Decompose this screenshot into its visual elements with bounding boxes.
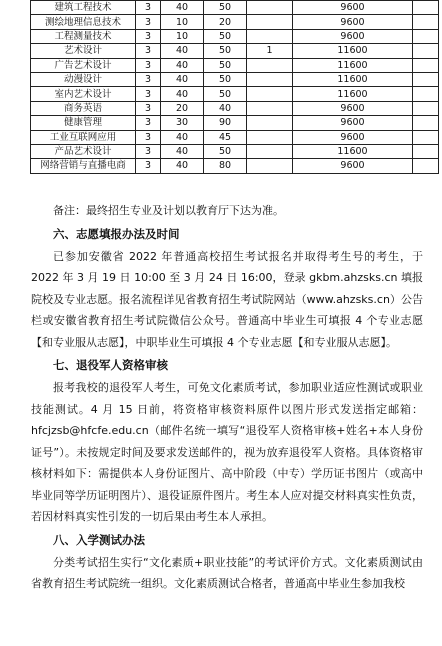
table-row xyxy=(31,29,439,43)
table-cell: 3 xyxy=(136,29,161,43)
table-cell: 40 xyxy=(161,130,204,144)
table-cell: 建筑工程技术 xyxy=(31,1,136,15)
table-row xyxy=(31,15,439,29)
table-cell xyxy=(247,159,293,173)
table-cell xyxy=(413,130,439,144)
section-8-title: 八、入学测试办法 xyxy=(53,532,145,547)
table-cell: 测绘地理信息技术 xyxy=(31,15,136,29)
table-cell xyxy=(413,1,439,15)
table-cell: 10 xyxy=(161,15,204,29)
table-cell: 45 xyxy=(204,130,247,144)
table-cell: 3 xyxy=(136,101,161,115)
table-row xyxy=(31,130,439,144)
table-cell: 3 xyxy=(136,44,161,58)
table-cell: 80 xyxy=(204,159,247,173)
table-cell: 产品艺术设计 xyxy=(31,144,136,158)
table-cell xyxy=(247,116,293,130)
table-cell: 9600 xyxy=(293,101,413,115)
table-cell: 50 xyxy=(204,58,247,72)
table-cell: 11600 xyxy=(293,72,413,86)
table-cell: 40 xyxy=(161,1,204,15)
table-cell: 40 xyxy=(161,144,204,158)
table-cell xyxy=(247,87,293,101)
table-cell: 网络营销与直播电商 xyxy=(31,159,136,173)
table-cell xyxy=(413,44,439,58)
table-cell: 工程测量技术 xyxy=(31,29,136,43)
table-cell xyxy=(413,15,439,29)
table-cell: 40 xyxy=(161,159,204,173)
table-cell: 3 xyxy=(136,58,161,72)
table-cell xyxy=(247,144,293,158)
table-cell xyxy=(413,72,439,86)
table-cell: 20 xyxy=(204,15,247,29)
table-cell xyxy=(413,116,439,130)
majors-table-body xyxy=(31,1,439,174)
table-cell xyxy=(413,29,439,43)
table-row xyxy=(31,116,439,130)
table-cell xyxy=(413,87,439,101)
table-cell: 11600 xyxy=(293,87,413,101)
table-cell: 10 xyxy=(161,29,204,43)
table-cell: 商务英语 xyxy=(31,101,136,115)
table-cell: 艺术设计 xyxy=(31,44,136,58)
table-row xyxy=(31,44,439,58)
table-note: 备注：最终招生专业及计划以教育厅下达为准。 xyxy=(53,204,284,217)
table-cell: 50 xyxy=(204,72,247,86)
table-cell: 9600 xyxy=(293,15,413,29)
table-cell: 室内艺术设计 xyxy=(31,87,136,101)
table-row xyxy=(31,58,439,72)
document-body xyxy=(31,200,423,595)
section-6-title: 六、志愿填报办法及时间 xyxy=(53,226,180,241)
table-cell xyxy=(247,15,293,29)
table-cell: 11600 xyxy=(293,44,413,58)
table-row xyxy=(31,159,439,173)
table-cell: 3 xyxy=(136,144,161,158)
table-row xyxy=(31,72,439,86)
section-6-paragraph: 已参加安徽省 2022 年普通高校招生考试报名并取得考生号的考生，于 2022 年 3 月 19 日 10:00 至 3 月 24 日 16:00，登录 gkbm.ahzsks.cn 填报院校及专业志愿。报名流程详见省教育招生考试院网站（www.ahzsks.cn）公告栏或安徽省教育招生考试院微信公众号。普通高中毕业生可填报 4 个专业志愿【和专业服从志愿】，中职毕业生可填报 4 个专业志愿【和专业服从志愿】。 xyxy=(31,249,423,349)
table-cell: 50 xyxy=(204,44,247,58)
table-cell: 3 xyxy=(136,159,161,173)
table-cell: 健康管理 xyxy=(31,116,136,130)
table-cell xyxy=(413,159,439,173)
table-row xyxy=(31,87,439,101)
table-row xyxy=(31,101,439,115)
majors-table xyxy=(30,0,439,174)
table-cell: 11600 xyxy=(293,144,413,158)
table-cell: 3 xyxy=(136,130,161,144)
table-cell: 1 xyxy=(247,44,293,58)
table-cell: 广告艺术设计 xyxy=(31,58,136,72)
table-cell: 50 xyxy=(204,87,247,101)
table-cell: 3 xyxy=(136,15,161,29)
table-cell xyxy=(247,29,293,43)
table-cell: 50 xyxy=(204,144,247,158)
table-cell: 40 xyxy=(161,87,204,101)
table-cell: 11600 xyxy=(293,58,413,72)
table-row xyxy=(31,144,439,158)
table-cell xyxy=(247,101,293,115)
table-cell: 40 xyxy=(161,72,204,86)
table-cell: 40 xyxy=(204,101,247,115)
table-cell: 动漫设计 xyxy=(31,72,136,86)
table-cell: 20 xyxy=(161,101,204,115)
table-cell: 9600 xyxy=(293,159,413,173)
table-cell: 3 xyxy=(136,116,161,130)
table-cell: 9600 xyxy=(293,29,413,43)
section-8-paragraph: 分类考试招生实行“文化素质+职业技能”的考试评价方式。文化素质测试由省教育招生考试院统一组织。文化素质测试合格者，普通高中毕业生参加我校 xyxy=(31,555,423,590)
table-cell: 50 xyxy=(204,29,247,43)
table-cell xyxy=(413,144,439,158)
table-cell: 9600 xyxy=(293,130,413,144)
table-cell: 9600 xyxy=(293,1,413,15)
table-cell: 9600 xyxy=(293,116,413,130)
table-cell: 90 xyxy=(204,116,247,130)
table-cell xyxy=(413,101,439,115)
table-row xyxy=(31,1,439,15)
table-cell xyxy=(413,58,439,72)
table-cell: 40 xyxy=(161,58,204,72)
table-cell xyxy=(247,58,293,72)
table-cell: 40 xyxy=(161,44,204,58)
table-cell: 3 xyxy=(136,1,161,15)
section-7-title: 七、退役军人资格审核 xyxy=(53,358,168,372)
table-cell: 3 xyxy=(136,72,161,86)
section-7-paragraph: 报考我校的退役军人考生，可免文化素质考试，参加职业适应性测试或职业技能测试。4 月 15 日前，将资格审核资料原件以图片形式发送指定邮箱：hfcjzsb@hfcfe.edu.cn（邮件名统一填写“退役军人资格审核+姓名+本人身份证号”）。未按规定时间及要求发送邮件的，视为放弃退役军人资格。具体资格审核材料如下：需提供本人身份证图片、高中阶段（中专）学历证书图片（或高中毕业同等学历证明图片）、退役证原件图片。考生本人应对提交材料真实性负责，若因材料真实性引发的一切后果由考生本人承担。 xyxy=(31,381,423,523)
table-cell: 3 xyxy=(136,87,161,101)
table-cell: 工业互联网应用 xyxy=(31,130,136,144)
table-cell: 30 xyxy=(161,116,204,130)
table-cell xyxy=(247,130,293,144)
table-cell xyxy=(247,72,293,86)
table-cell xyxy=(247,1,293,15)
table-cell: 50 xyxy=(204,1,247,15)
